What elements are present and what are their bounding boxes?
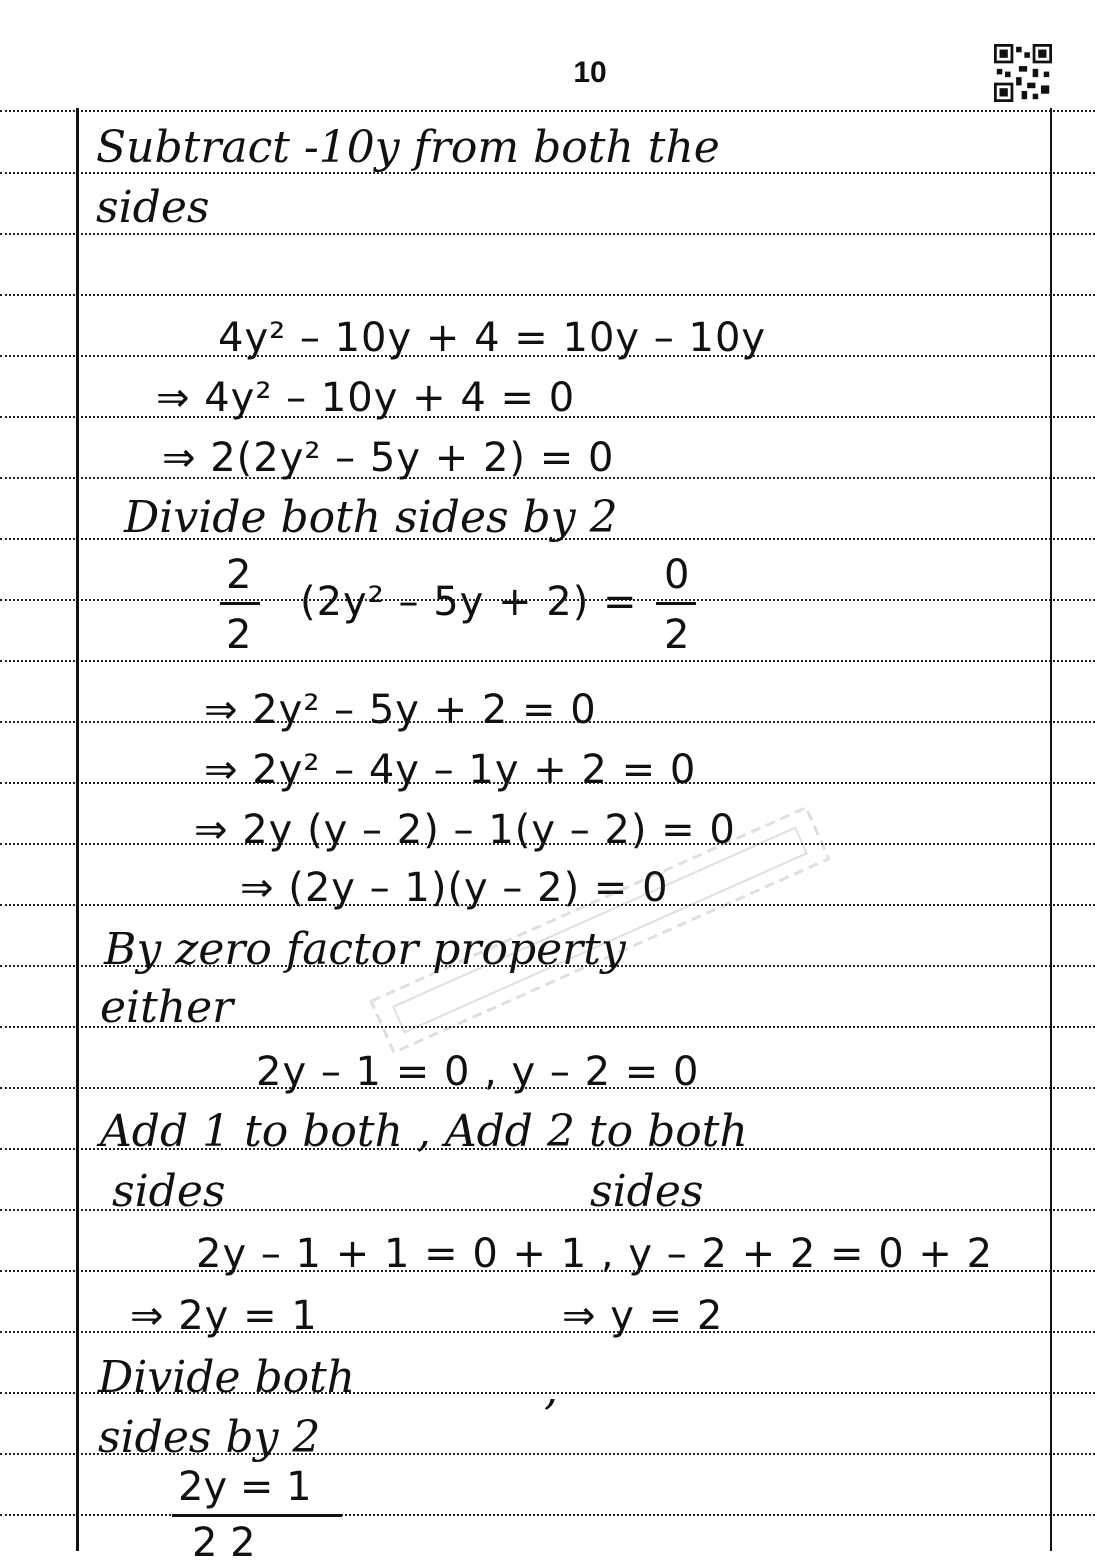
fraction-denominator: 2 2 — [192, 1520, 256, 1566]
text-line-sides-left: sides — [112, 1166, 226, 1217]
equation-line: ⇒ y = 2 — [562, 1293, 724, 1339]
equation-line: ⇒ 2y = 1 — [130, 1293, 318, 1339]
fraction-denominator: 2 — [226, 612, 252, 658]
page-number: 10 — [573, 56, 607, 89]
fraction-bar — [220, 602, 260, 605]
text-line-zero-factor: By zero factor property — [104, 924, 626, 975]
ruled-line — [0, 110, 1095, 112]
qr-code-icon — [994, 44, 1052, 102]
text-line-sides: sides — [96, 182, 210, 233]
equation-line: ⇒ 2y (y – 2) – 1(y – 2) = 0 — [194, 807, 736, 853]
equation-line: ⇒ 2y² – 5y + 2 = 0 — [204, 687, 597, 733]
ruled-line — [0, 294, 1095, 296]
ruled-line — [0, 660, 1095, 662]
text-line-sides-right: sides — [590, 1166, 704, 1217]
fraction-bar — [172, 1514, 342, 1517]
fraction-bar — [656, 602, 696, 605]
equation-line: 4y² – 10y + 4 = 10y – 10y — [218, 315, 767, 361]
text-line-divide: Divide both sides by 2 — [124, 492, 618, 543]
text-line-divide-both: Divide both — [98, 1352, 356, 1403]
equation-line: ⇒ 2(2y² – 5y + 2) = 0 — [162, 435, 615, 481]
equation-line: 2y – 1 + 1 = 0 + 1 , y – 2 + 2 = 0 + 2 — [196, 1231, 994, 1277]
fraction-numerator: 2y = 1 — [178, 1464, 312, 1510]
text-line-sides-by-2: sides by 2 — [98, 1412, 321, 1463]
right-margin-line — [1050, 108, 1052, 1551]
equation-line: (2y² – 5y + 2) = — [300, 579, 638, 625]
text-line-either: either — [100, 982, 234, 1033]
stray-comma: , — [544, 1364, 558, 1415]
text-line-add: Add 1 to both , Add 2 to both — [100, 1106, 748, 1157]
fraction-numerator: 2 — [226, 552, 252, 598]
left-margin-line — [76, 108, 79, 1551]
equation-line: ⇒ 2y² – 4y – 1y + 2 = 0 — [204, 747, 697, 793]
equation-line: ⇒ 4y² – 10y + 4 = 0 — [156, 375, 576, 421]
equation-line: ⇒ (2y – 1)(y – 2) = 0 — [240, 865, 669, 911]
fraction-denominator: 2 — [664, 612, 690, 658]
text-line-subtract: Subtract -10y from both the — [96, 122, 720, 173]
fraction-numerator: 0 — [664, 552, 690, 598]
equation-line: 2y – 1 = 0 , y – 2 = 0 — [256, 1049, 700, 1095]
ruled-line — [0, 1514, 1095, 1516]
